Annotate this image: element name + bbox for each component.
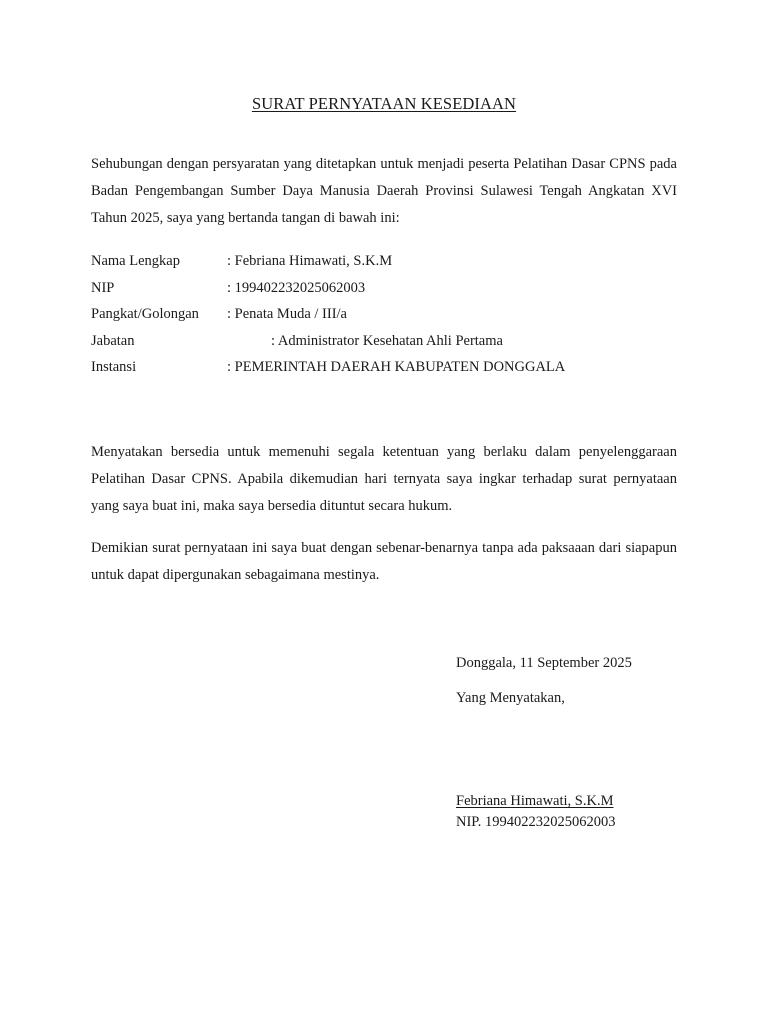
identity-value: : Febriana Himawati, S.K.M xyxy=(227,253,393,269)
identity-block xyxy=(91,248,691,381)
identity-label: NIP xyxy=(91,279,115,296)
identity-value: : Administrator Kesehatan Ahli Pertama xyxy=(271,332,503,349)
identity-row-institution xyxy=(91,354,691,381)
identity-row-nip xyxy=(91,275,691,302)
identity-label: Instansi xyxy=(91,359,137,375)
signature-name: Febriana Himawati, S.K.M xyxy=(456,793,614,809)
signature-place-date: Donggala, 11 September 2025 xyxy=(456,655,632,671)
identity-label: Jabatan xyxy=(91,332,135,349)
closing-paragraph: Demikian surat pernyataan ini saya buat dengan sebenar-benarnya tanpa ada paksaaan dari siapapun untuk dapat dipergunakan sebagaimana mestinya. xyxy=(91,540,677,583)
statement-paragraph: Menyatakan bersedia untuk memenuhi segala ketentuan yang berlaku dalam penyelenggaraan Pelatihan Dasar CPNS. Apabila dikemudian hari ternyata saya ingkar terhadap surat pernyataan yang saya buat ini, maka saya bersedia dituntut secara hukum. xyxy=(91,444,677,514)
identity-label: Nama Lengkap xyxy=(91,253,180,269)
identity-row-position xyxy=(91,328,691,355)
identity-row-rank xyxy=(91,301,691,328)
document-title: SURAT PERNYATAAN KESEDIAAN xyxy=(251,94,517,113)
identity-row-name xyxy=(91,248,691,275)
identity-value: : 199402232025062003 xyxy=(227,279,366,296)
signature-closing: Yang Menyatakan, xyxy=(456,690,565,706)
identity-label: Pangkat/Golongan xyxy=(91,306,199,322)
identity-value: : Penata Muda / III/a xyxy=(227,306,347,322)
intro-paragraph: Sehubungan dengan persyaratan yang ditetapkan untuk menjadi peserta Pelatihan Dasar CPNS pada Badan Pengembangan Sumber Daya Manusia Daerah Provinsi Sulawesi Tengah Angkatan XVI Tahun 2025, saya yang bertanda tangan di bawah ini: xyxy=(91,156,677,226)
signature-nip: NIP. 199402232025062003 xyxy=(456,814,616,830)
identity-value: : PEMERINTAH DAERAH KABUPATEN DONGGALA xyxy=(227,359,566,375)
